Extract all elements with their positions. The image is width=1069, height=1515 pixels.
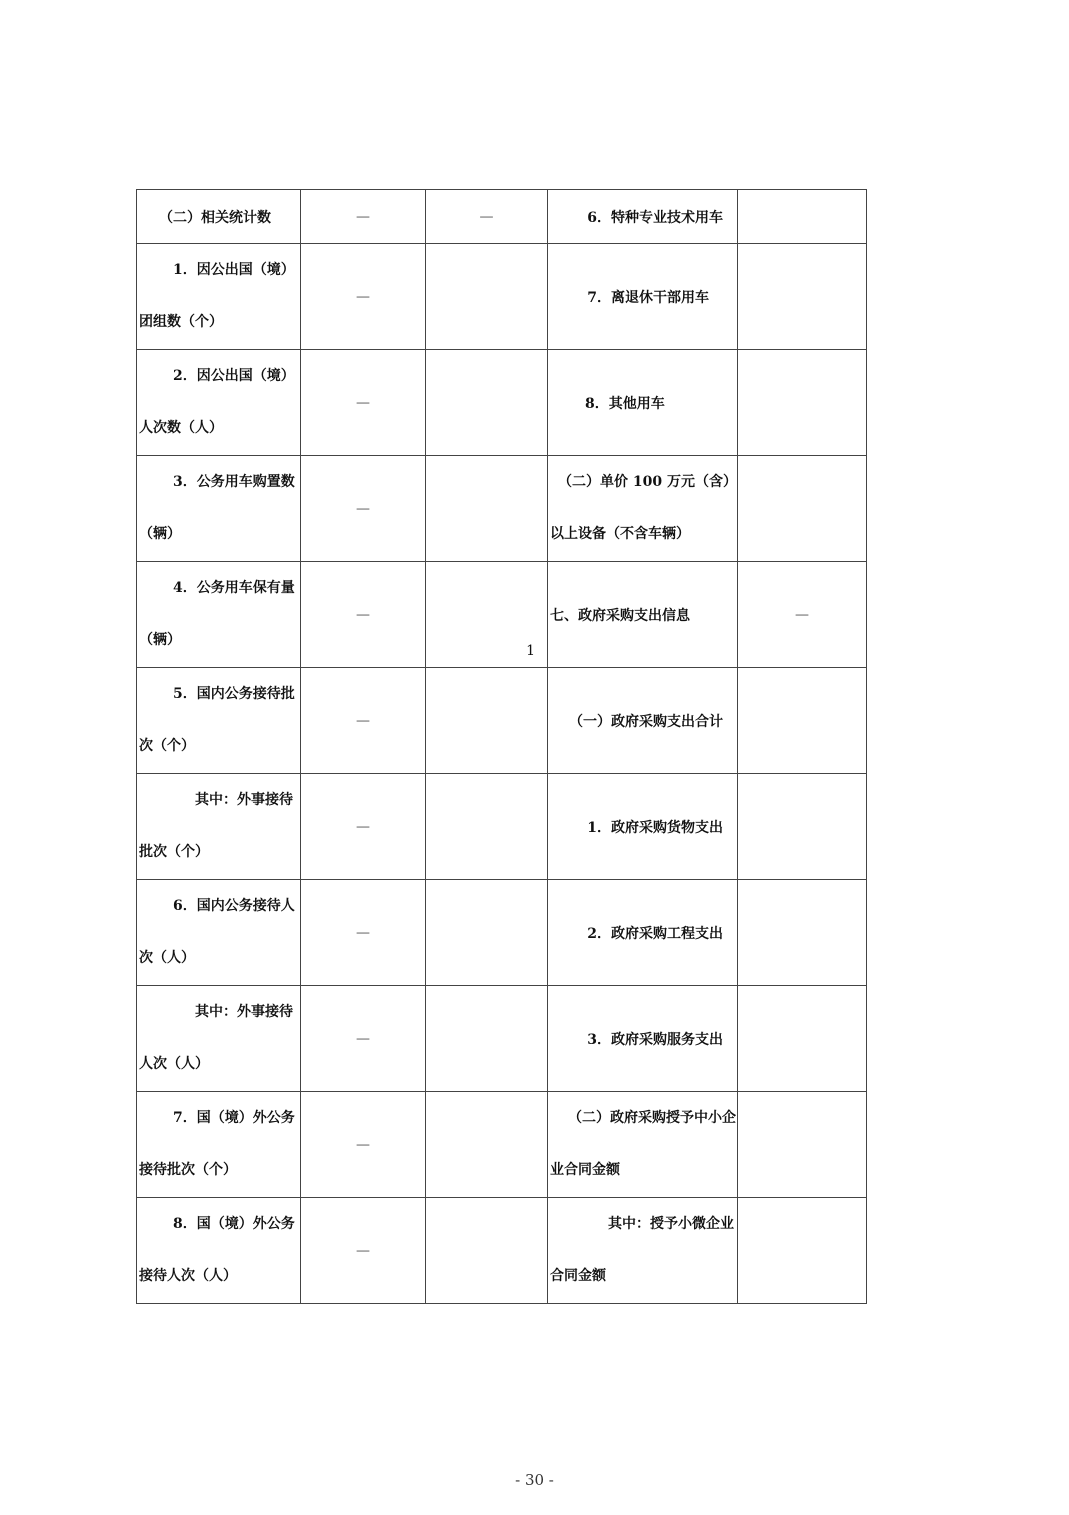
table-row: [137, 668, 867, 774]
value-cell: [426, 562, 547, 667]
value-cell: —: [356, 288, 370, 305]
value-cell: [738, 774, 866, 879]
value-cell: [738, 668, 866, 773]
row-label: 8．国（境）外公务 接待人次（人）: [139, 1216, 295, 1284]
value-cell: [738, 244, 866, 349]
row-label: 其中：外事接待 批次（个）: [139, 792, 293, 860]
row-label: 3．公务用车购置数 （辆）: [139, 474, 295, 542]
value-cell: —: [356, 208, 370, 225]
value-cell: [738, 986, 866, 1091]
table-row: [137, 190, 867, 244]
value-cell: [738, 190, 866, 243]
value-cell: [738, 1092, 866, 1197]
value-cell: —: [356, 1030, 370, 1047]
value-cell: [426, 774, 547, 879]
value-cell: —: [356, 1242, 370, 1259]
value-cell: [738, 880, 866, 985]
row-label: 7．国（境）外公务 接待批次（个）: [139, 1110, 295, 1178]
row-label: 2．因公出国（境） 人次数（人）: [139, 368, 295, 436]
value-cell: —: [479, 208, 494, 225]
row-label: 6．国内公务接待人 次（人）: [139, 898, 295, 966]
row-label: 2．政府采购工程支出: [587, 925, 723, 942]
row-label: 其中：外事接待 人次（人）: [139, 1004, 293, 1072]
value-cell: [426, 668, 547, 773]
row-label: 5．国内公务接待批 次（个）: [139, 686, 295, 754]
value-cell: —: [356, 1136, 370, 1153]
table-row: [137, 880, 867, 986]
table-row: [137, 562, 867, 668]
row-label: 8．其他用车: [585, 395, 665, 412]
value-cell: [426, 1198, 547, 1303]
row-label: （一）政府采购支出合计: [569, 713, 723, 730]
table-row: [137, 1092, 867, 1198]
table-row: [137, 244, 867, 350]
row-label: 3．政府采购服务支出: [587, 1031, 723, 1048]
value-cell: [426, 244, 547, 349]
value-cell: [738, 1198, 866, 1303]
value-cell: [426, 350, 547, 455]
row-label: 4．公务用车保有量 （辆）: [139, 580, 295, 648]
table-row: [137, 456, 867, 562]
value-cell: —: [356, 712, 370, 729]
value-cell: —: [356, 606, 370, 623]
value-cell: [426, 1092, 547, 1197]
value-cell: —: [356, 500, 370, 517]
table-row: [137, 350, 867, 456]
statistics-table: [136, 189, 867, 1304]
value-cell: —: [356, 394, 370, 411]
row-label: 1．政府采购货物支出: [587, 819, 723, 836]
row-label: （二）单价 100 万元（含） 以上设备（不含车辆）: [550, 474, 737, 542]
row-label: 其中：授予小微企业 合同金额: [550, 1216, 734, 1284]
table-row: [137, 986, 867, 1092]
value-cell: —: [356, 818, 370, 835]
row-label: （二）相关统计数: [159, 209, 271, 226]
table-row: [137, 774, 867, 880]
value-cell: [426, 880, 547, 985]
value-cell: [426, 456, 547, 561]
page-number: - 30 -: [515, 1471, 554, 1489]
value-cell: [738, 456, 866, 561]
section-heading: 七、政府采购支出信息: [550, 607, 690, 624]
row-label: 7．离退休干部用车: [587, 289, 709, 306]
vehicle-count-value: 1: [526, 643, 535, 659]
value-cell: [426, 986, 547, 1091]
value-cell: —: [356, 924, 370, 941]
row-label: 1．因公出国（境） 团组数（个）: [139, 262, 295, 330]
row-label: （二）政府采购授予中小企 业合同金额: [550, 1110, 736, 1178]
value-cell: —: [795, 606, 809, 623]
value-cell: [738, 350, 866, 455]
row-label: 6．特种专业技术用车: [587, 209, 723, 226]
table-row: [137, 1198, 867, 1304]
